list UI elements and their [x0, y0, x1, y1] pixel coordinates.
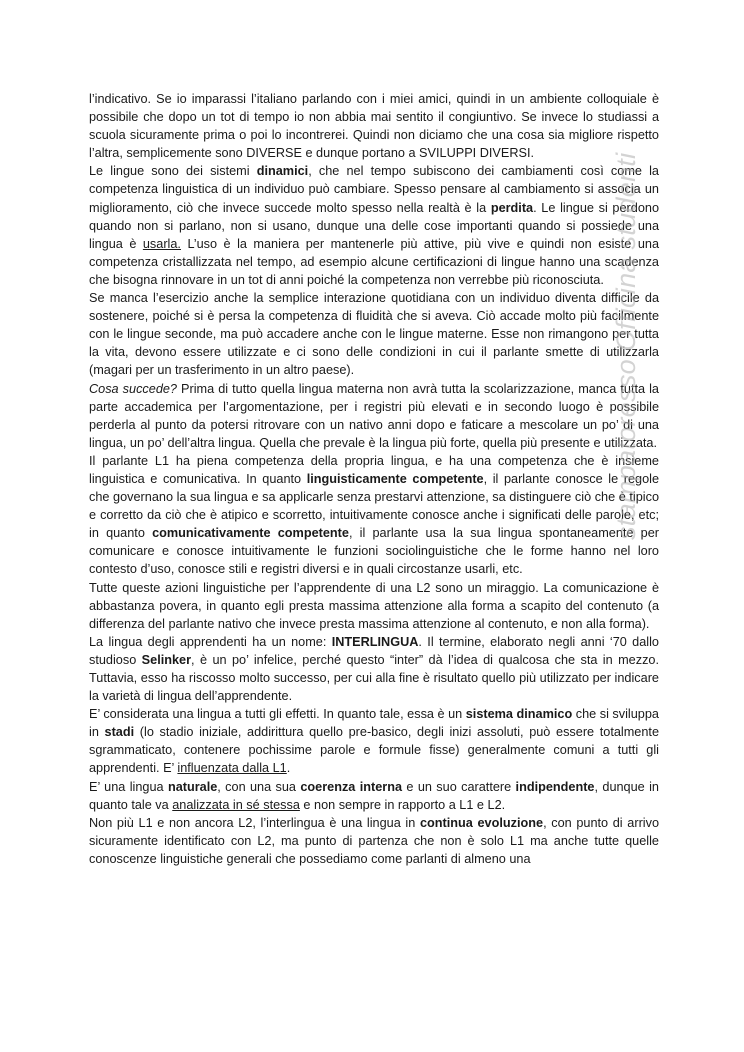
underlined-text: usarla. [142, 236, 181, 251]
text-run: (lo stadio iniziale, addirittura quello pre-basico, degli inizi assoluti, può essere totalmente sgrammaticato, contenere pochissime parole e formule fisse) generalmente comuni a tutti gli apprendenti. E’ [89, 725, 659, 776]
paragraph [89, 289, 659, 379]
bold-term: Selinker [141, 652, 192, 667]
text-run: che si sviluppa in [89, 707, 659, 740]
italic-text: Cosa succede? [89, 381, 177, 396]
text-run: , il parlante conosce le regole che governano la sua lingua e sa applicarle senza prestarvi attenzione, sa distinguere ciò che è tipico e corretto da ciò che è atipico e scorretto, intuitivamente conosce anche i significati delle parole, etc; in quanto [89, 471, 660, 541]
text-run: , è un po’ infelice, perché questo “inter” dà l’idea di qualcosa che sta in mezzo. Tuttavia, esso ha riscosso molto successo, per cui alla fine è risultato quello più utilizzato per indicare la varietà di lingua dell’apprendente. [89, 652, 659, 704]
bold-term: perdita [490, 200, 534, 215]
text-run: Se manca l’esercizio anche la semplice interazione quotidiana con un individuo diventa difficile da sostenere, poiché si è persa la competenza di fluidità che si aveva. Ciò accade molto più facilmente con le lingue seconde, ma può accadere anche con le lingue materne. Esse non rimangono per tutta la vita, devono essere utilizzate e ci sono delle condizioni in cui il parlante smette di utilizzarla (magari per un trasferimento in un altro paese). [89, 291, 659, 378]
bold-term: naturale [167, 779, 218, 794]
paragraph [89, 90, 659, 162]
text-run: l’indicativo. Se io imparassi l’italiano parlando con i miei amici, quindi in un ambiente colloquiale è possibile che dopo un tot di tempo io non abbia mai sentito il congiuntivo. Se invece lo studiassi a scuola sicuramente prima o poi lo incontrerei. Quindi non diciamo che una cosa sia migliore rispetto l’altra, semplicemente sono DIVERSE e dunque portano a SVILUPPI DIVERSI. [89, 92, 659, 161]
document-body [89, 90, 659, 868]
text-run: , con punto di arrivo sicuramente identificato con L2, ma punto di partenza che non è solo L1 ma anche tutte quelle conoscenze linguistiche generali che possediamo come parlanti di almeno una [89, 815, 660, 866]
text-run: Il parlante L1 ha piena competenza della propria lingua, e ha una competenza che è insieme linguistica e comunicativa. In quanto [89, 453, 659, 486]
bold-term: linguisticamente competente [306, 471, 484, 486]
paragraph [89, 452, 659, 579]
bold-term: stadi [104, 725, 135, 740]
bold-term: coerenza interna [300, 779, 403, 794]
bold-term: sistema dinamico [465, 707, 573, 722]
paragraph [89, 633, 659, 705]
text-run: La lingua degli apprendenti ha un nome: [89, 634, 332, 649]
bold-term: dinamici [256, 164, 309, 179]
paragraph [89, 778, 659, 814]
bold-term: continua evoluzione [419, 815, 544, 830]
paragraph [89, 705, 659, 777]
paragraph [89, 162, 659, 289]
text-run: , che nel tempo subiscono dei cambiamenti così come la competenza linguistica di un individuo può cambiare. Spesso pensare al cambiamento si associa un miglioramento, ciò che invece succede molto spesso nella realtà è la [89, 164, 659, 215]
text-run: e un suo carattere [402, 779, 516, 794]
text-run: Tutte queste azioni linguistiche per l’apprendente di una L2 sono un miraggio. La comunicazione è abbastanza povera, in quanto egli presta massima attenzione alla forma a scapito del contenuto (a differenza del parlante nativo che invece presta massima attenzione al contenuto, e non alla forma). [89, 580, 659, 631]
text-run: e non sempre in rapporto a L1 e L2. [299, 797, 506, 812]
text-run: , con una sua [217, 779, 301, 794]
bold-term: indipendente [515, 779, 595, 794]
text-run: . [286, 761, 291, 776]
text-run: . Le lingue si perdono quando non si parlano, non si usano, dunque una delle cose importanti quando si possiede una lingua è [89, 200, 659, 251]
text-run: Non più L1 e non ancora L2, l’interlingua è una lingua in [89, 815, 420, 830]
bold-term: INTERLINGUA [331, 634, 419, 649]
text-run: . Il termine, elaborato negli anni ‘70 dallo studioso [89, 634, 659, 667]
paragraph [89, 380, 659, 452]
text-run: Prima di tutto quella lingua materna non avrà tutta la scolarizzazione, manca tutta la parte accademica per l’argomentazione, per i registri più elevati e in secondo luogo è possibile perderla al punto da potersi ritrovare con un nativo anni dopo e faticare a mescolare un po’ di una lingua, un po’ dell’altra lingua. Quella che prevale è la lingua più forte, quella più presente e utilizzata. [89, 381, 659, 450]
text-run: L’uso è la maniera per mantenerle più attive, più vive e quindi non esiste una competenza cristallizzata nel tempo, ad esempio alcune certificazioni di lingue hanno una scadenza che bisogna rinnovare in un tot di anni poiché la competenza non verrebbe più riconosciuta. [89, 236, 659, 287]
bold-term: comunicativamente competente [152, 526, 349, 541]
text-run: E’ una lingua [89, 779, 168, 794]
paragraph [89, 579, 659, 633]
text-run: E’ considerata una lingua a tutti gli effetti. In quanto tale, essa è un [89, 707, 466, 722]
watermark: stampatoresso Officina studenti [611, 152, 641, 540]
text-run: Le lingue sono dei sistemi [89, 164, 257, 179]
underlined-text: analizzata in sé stessa [172, 797, 300, 812]
paragraph [89, 814, 659, 868]
text-run: , dunque in quanto tale va [89, 779, 659, 812]
text-run: , il parlante usa la sua lingua spontaneamente per comunicare e conosce intuitivamente le funzioni sociolinguistiche che le forme hanno nel loro contesto d’uso, conosce stili e registri diversi e in quali circostanze usarli, etc. [89, 526, 660, 577]
underlined-text: influenzata dalla L1 [177, 761, 287, 776]
